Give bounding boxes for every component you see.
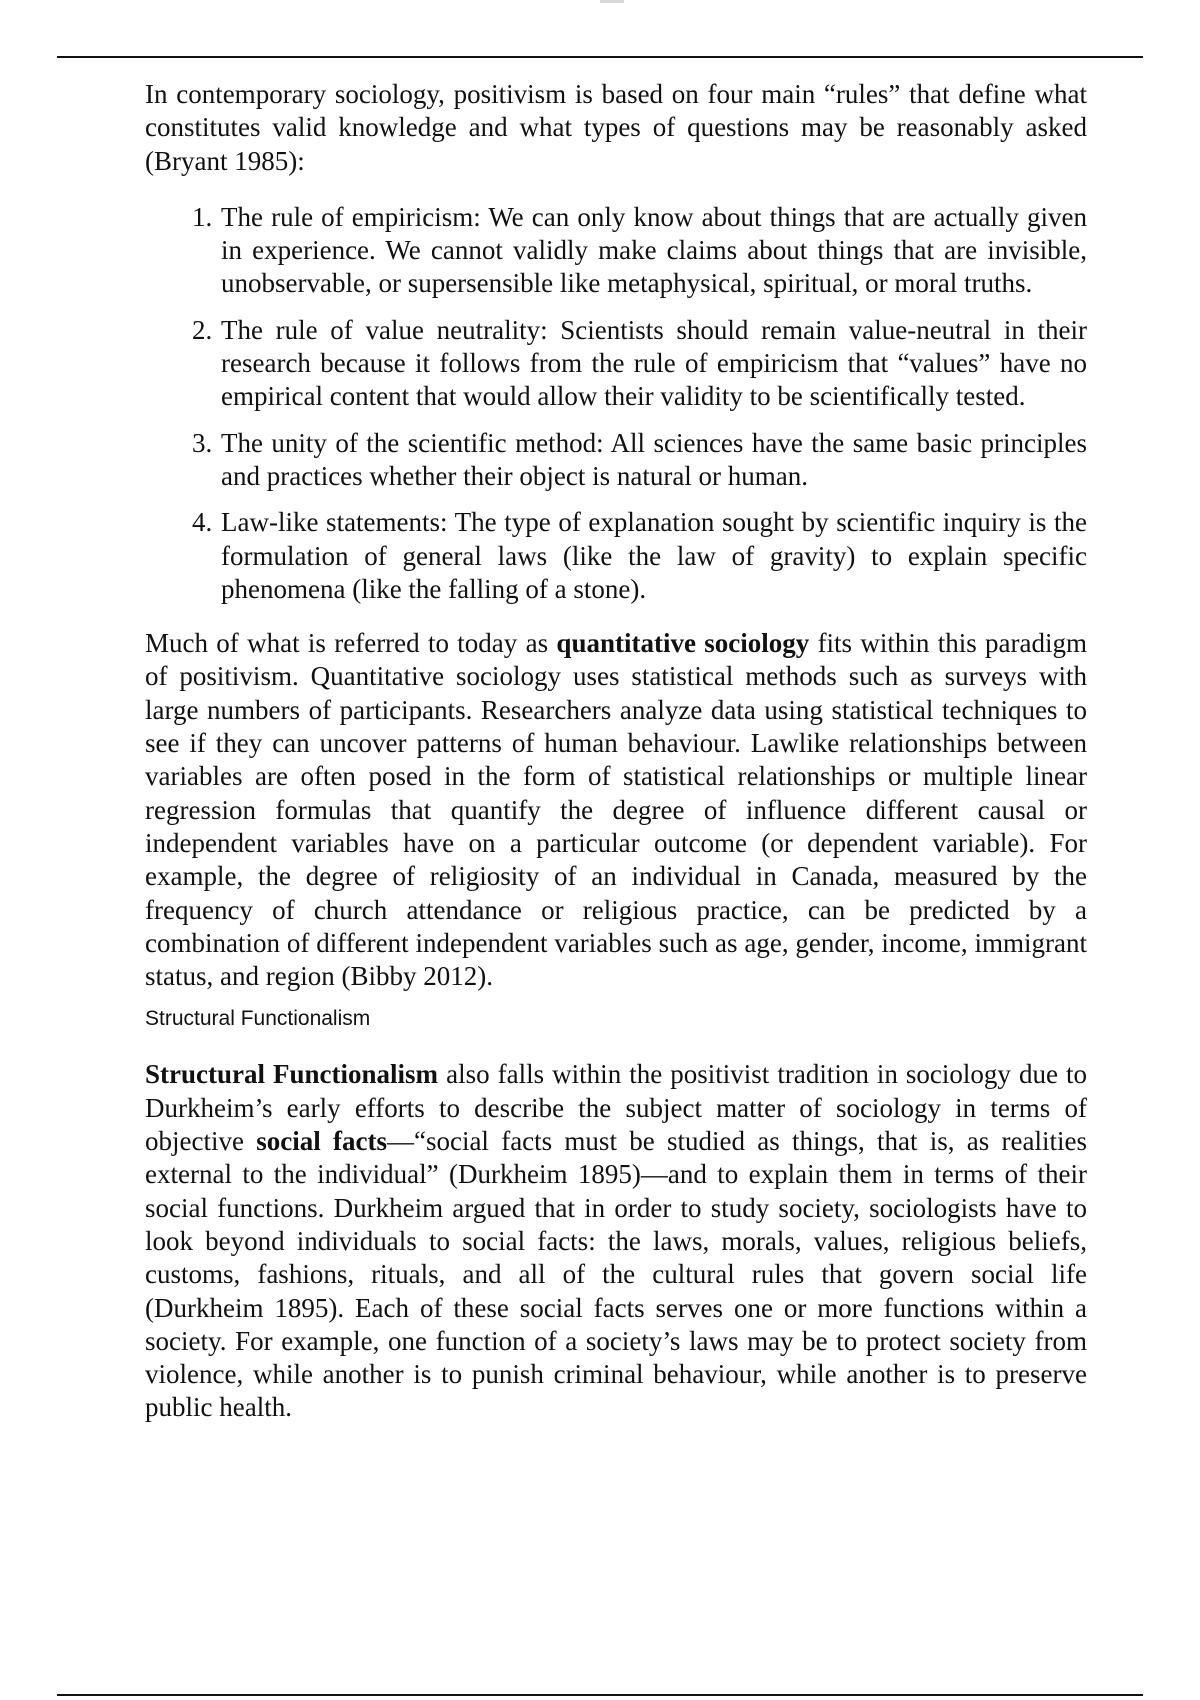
structural-functionalism-term: Structural Functionalism (145, 1059, 439, 1090)
quant-text-before: Much of what is referred to today as (145, 628, 557, 659)
bottom-rule (57, 1694, 1143, 1696)
intro-paragraph: In contemporary sociology, positivism is based on four main “rules” that define what constitutes valid knowledge and what types of questions may be reasonably asked (Bryant 1985): (145, 79, 1087, 176)
rule-item: 1. The rule of empiricism: We can only know about things that are actually given in experience. We cannot validly make claims about things that are invisible, unobservable, or supersensible like metaphysical, spiritual, or moral truths. (219, 201, 1087, 301)
structural-functionalism-paragraph (145, 1058, 1087, 1424)
sf-text-part2: —“social facts must be studied as things, that is, as realities external to the individual” (Durkheim 1895)—and to explain them in terms of their social functions. Durkheim argued that in order to study society, sociologists have to look beyond individuals to social facts: the laws, morals, values, religious beliefs, customs, fashions, rituals, and all of the cultural rules that govern social life (Durkheim 1895). Each of these social facts serves one or more functions within a society. For example, one function of a society’s laws may be to protect society from violence, while another is to punish criminal behaviour, while another is to preserve public health. (145, 1126, 1087, 1423)
sf-text-part1: also falls within the positivist tradition in sociology due to Durkheim’s early efforts to describe the subject matter of sociology in terms of objective (145, 1059, 1087, 1157)
social-facts-term: social facts (256, 1126, 387, 1157)
top-rule (57, 56, 1143, 58)
rule-item: 4. Law-like statements: The type of explanation sought by scientific inquiry is the formulation of general laws (like the law of gravity) to explain specific phenomena (like the falling of a stone). (219, 506, 1087, 606)
page-top-mark (600, 0, 624, 3)
rule-item: 3. The unity of the scientific method: All sciences have the same basic principles and practices whether their object is natural or human. (219, 427, 1087, 494)
section-heading: Structural Functionalism (145, 1007, 371, 1031)
rule-item: 2. The rule of value neutrality: Scientists should remain value-neutral in their research because it follows from the rule of empiricism that “values” have no empirical content that would allow their validity to be scientifically tested. (219, 314, 1087, 414)
quant-text-after: fits within this paradigm of positivism. Quantitative sociology uses statistical methods such as surveys with large numbers of participants. Researchers analyze data using statistical techniques to see if they can uncover patterns of human behaviour. Lawlike relationships between variables are often posed in the form of statistical relationships or multiple linear regression formulas that quantify the degree of influence different causal or independent variables have on a particular outcome (or dependent variable). For example, the degree of religiosity of an individual in Canada, measured by the frequency of church attendance or religious practice, can be predicted by a combination of different independent variables such as age, gender, income, immigrant status, and region (Bibby 2012). (145, 628, 1087, 992)
page-content (145, 78, 1087, 1425)
quantitative-sociology-term: quantitative sociology (556, 628, 810, 659)
rules-list (145, 201, 1087, 606)
quantitative-paragraph (145, 627, 1087, 993)
